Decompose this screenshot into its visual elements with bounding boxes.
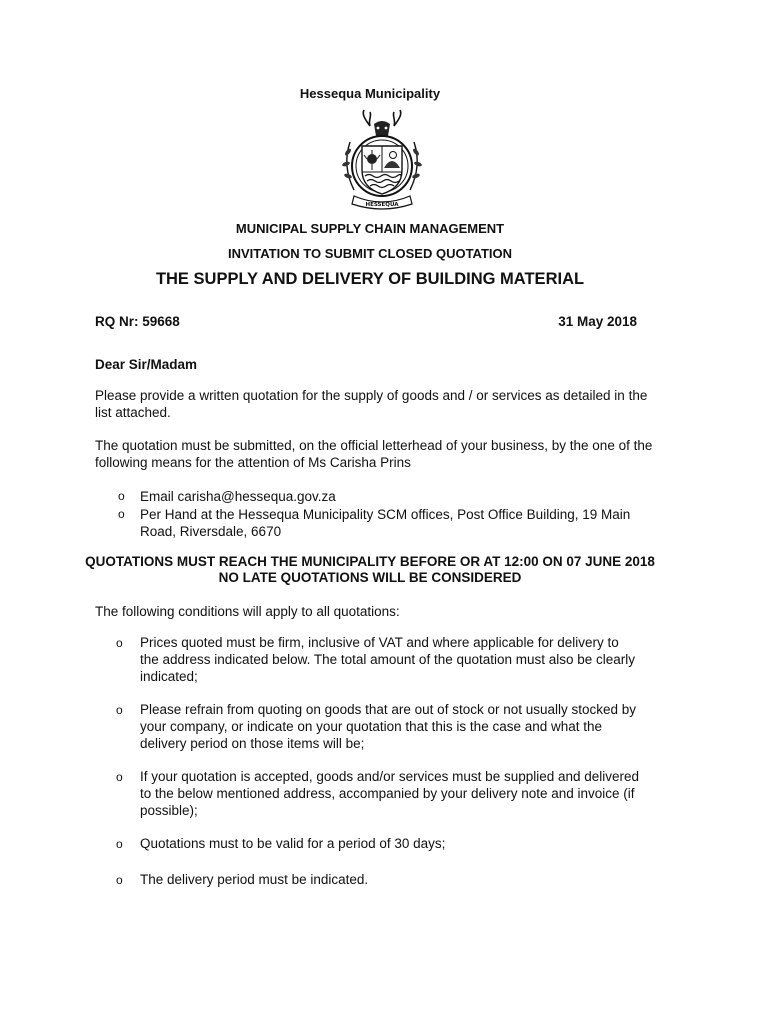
salutation: Dear Sir/Madam <box>95 357 198 372</box>
bullet-marker: o <box>116 837 123 851</box>
bullet-marker: o <box>116 636 123 650</box>
deadline-notice: QUOTATIONS MUST REACH THE MUNICIPALITY BEFORE OR AT 12:00 ON 07 JUNE 2018 <box>85 554 655 569</box>
late-quotations-notice: NO LATE QUOTATIONS WILL BE CONSIDERED <box>218 570 522 585</box>
crest-banner-text <box>340 108 424 214</box>
subject-heading: THE SUPPLY AND DELIVERY OF BUILDING MATERIAL <box>155 270 585 288</box>
condition-item: If your quotation is accepted, goods and/or services must be supplied and delivered to the below mentioned address, accompanied by your delivery note and invoice (if possible); <box>140 769 640 818</box>
bullet-marker: o <box>116 770 123 784</box>
condition-item: Please refrain from quoting on goods that are out of stock or not usually stocked by your company, or indicate on your quotation that this is the case and what the delivery period on those items will be; <box>140 702 637 751</box>
reference-line <box>95 314 637 329</box>
bullet-marker: o <box>116 703 123 717</box>
means-per-hand: Per Hand at the Hessequa Municipality SCM offices, Post Office Building, 19 Main Road, Riversdale, 6670 <box>140 507 631 539</box>
bullet-marker: o <box>118 489 125 503</box>
invitation-heading: INVITATION TO SUBMIT CLOSED QUOTATION <box>227 246 513 261</box>
supply-chain-heading: MUNICIPAL SUPPLY CHAIN MANAGEMENT <box>235 221 505 236</box>
bullet-marker: o <box>118 507 125 521</box>
conditions-intro: The following conditions will apply to all quotations: <box>95 604 400 619</box>
crest-motto: HESSEQUA <box>365 202 399 208</box>
condition-item: Prices quoted must be firm, inclusive of VAT and where applicable for delivery to the address indicated below. The total amount of the quotation must also be clearly indicated; <box>140 635 636 684</box>
submission-paragraph: The quotation must be submitted, on the official letterhead of your business, by the one of the following means for the attention of Ms Carisha Prins <box>95 438 653 470</box>
letter-date: 31 May 2018 <box>558 314 637 329</box>
rq-number: RQ Nr: 59668 <box>95 314 180 329</box>
condition-item: Quotations must to be valid for a period of 30 days; <box>140 836 446 851</box>
condition-item: The delivery period must be indicated. <box>140 872 369 887</box>
bullet-marker: o <box>116 873 123 887</box>
means-email: Email carisha@hessequa.gov.za <box>140 489 336 504</box>
organisation-name: Hessequa Municipality <box>299 86 441 101</box>
request-paragraph: Please provide a written quotation for the supply of goods and / or services as detailed in the list attached. <box>95 388 648 420</box>
